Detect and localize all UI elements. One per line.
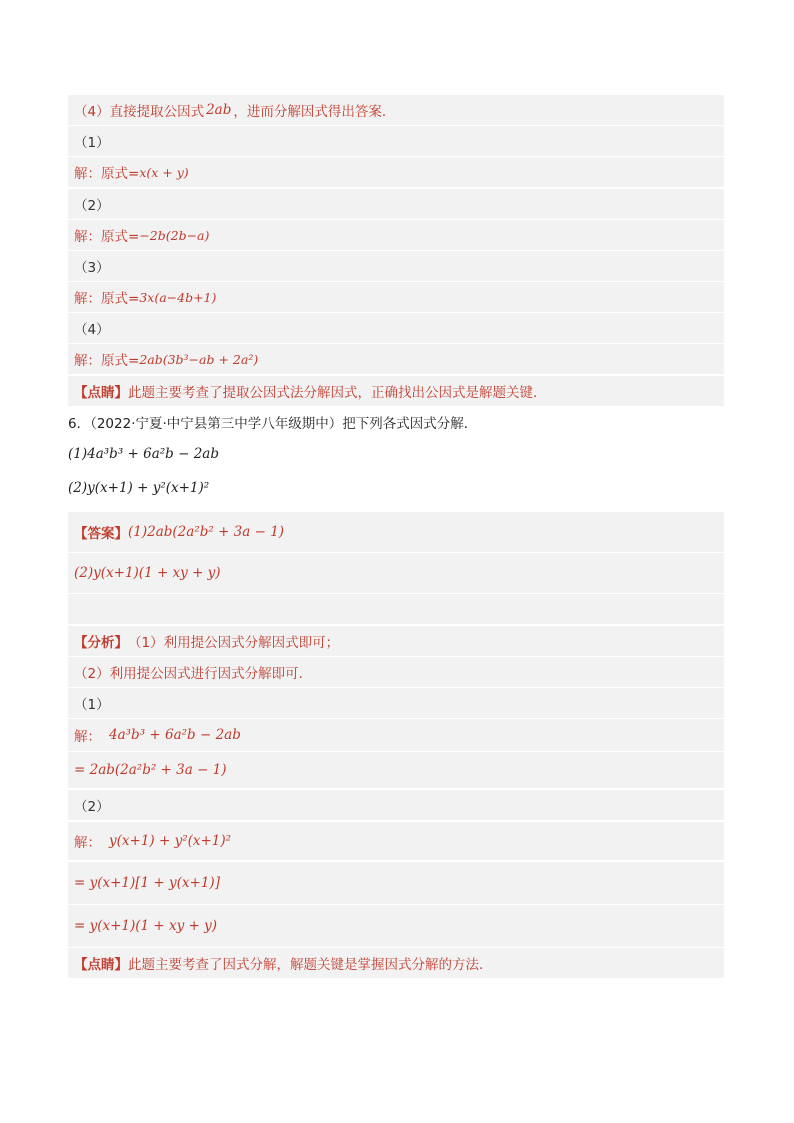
solution-prefix: 解：原式= — [74, 291, 140, 307]
answer-line-2 — [68, 553, 724, 593]
analysis-term: 2ab — [206, 102, 232, 118]
comment-text: 此题主要考查了提取公因式法分解因式，正确找出公因式是解题关键． — [128, 385, 547, 401]
answer-expression: (2)y(x+1)(1 + xy + y) — [74, 565, 221, 581]
analysis-line-2 — [68, 657, 724, 687]
analysis-text: ，进而分解因式得出答案． — [233, 104, 396, 120]
question-item-text: (1)4a³b³ + 6a²b − 2ab — [68, 446, 219, 462]
part-label — [68, 251, 724, 281]
part-label — [68, 189, 724, 219]
solution-line — [68, 752, 724, 788]
part-label — [68, 126, 724, 156]
solution-line — [68, 862, 724, 904]
solution-line — [68, 822, 724, 860]
comment-tag: 【点睛】 — [74, 957, 128, 973]
analysis-line-1 — [68, 626, 724, 656]
solution-expression: = y(x+1)(1 + xy + y) — [74, 918, 218, 934]
solution-expression: = y(x+1)[1 + y(x+1)] — [74, 875, 220, 891]
solution-prefix: 解： — [74, 729, 101, 745]
spacer-line — [68, 594, 724, 624]
solution-expression: = 2ab(2a²b² + 3a − 1) — [74, 762, 227, 778]
part-label-text: （2） — [74, 799, 110, 815]
solution-line — [68, 344, 724, 374]
answer-line-1 — [68, 512, 724, 552]
solution-expression: x(x + y) — [139, 164, 189, 180]
analysis-part-4 — [68, 95, 724, 125]
solution-expression: 3x(a−4b+1) — [139, 289, 217, 305]
solution-line — [68, 719, 724, 751]
solution-prefix: 解： — [74, 835, 101, 851]
answer-tag: 【答案】 — [74, 526, 128, 542]
question-stem — [62, 408, 718, 436]
question-item-1 — [62, 440, 718, 468]
part-label-text: （2） — [74, 198, 110, 214]
solution-prefix: 解：原式= — [74, 229, 140, 245]
solution-line — [68, 282, 724, 312]
comment-text: 此题主要考查了因式分解，解题关键是掌握因式分解的方法． — [128, 957, 493, 973]
part-label-text: （3） — [74, 260, 110, 276]
solution-expression: −2b(2b−a) — [139, 227, 210, 243]
part-label — [68, 313, 724, 343]
part-label-text: （1） — [74, 135, 110, 151]
analysis-text: （2）利用提公因式进行因式分解即可． — [74, 666, 313, 682]
analysis-tag: 【分析】 — [74, 635, 128, 651]
solution-line — [68, 905, 724, 947]
solution-prefix: 解：原式= — [74, 353, 140, 369]
comment-tag: 【点睛】 — [74, 385, 128, 401]
comment-line — [68, 948, 724, 978]
comment-line — [68, 376, 724, 406]
solution-line — [68, 157, 724, 187]
part-label-text: （1） — [74, 697, 110, 713]
solution-line — [68, 220, 724, 250]
solution-expression: 2ab(3b³−ab + 2a²) — [139, 351, 259, 367]
analysis-text: （1）利用提公因式分解因式即可； — [128, 635, 340, 651]
solution-prefix: 解：原式= — [74, 166, 140, 182]
question-stem-text: 6．（2022·宁夏·中宁县第三中学八年级期中）把下列各式因式分解． — [68, 416, 478, 432]
part-label — [68, 790, 724, 820]
question-item-2 — [62, 474, 718, 502]
question-item-text: (2)y(x+1) + y²(x+1)² — [68, 480, 210, 496]
analysis-text: （4）直接提取公因式 — [74, 104, 205, 120]
solution-expression: 4a³b³ + 6a²b − 2ab — [109, 727, 241, 743]
part-label — [68, 688, 724, 718]
part-label-text: （4） — [74, 322, 110, 338]
solution-expression: y(x+1) + y²(x+1)² — [109, 833, 232, 849]
answer-expression: (1)2ab(2a²b² + 3a − 1) — [128, 524, 285, 540]
